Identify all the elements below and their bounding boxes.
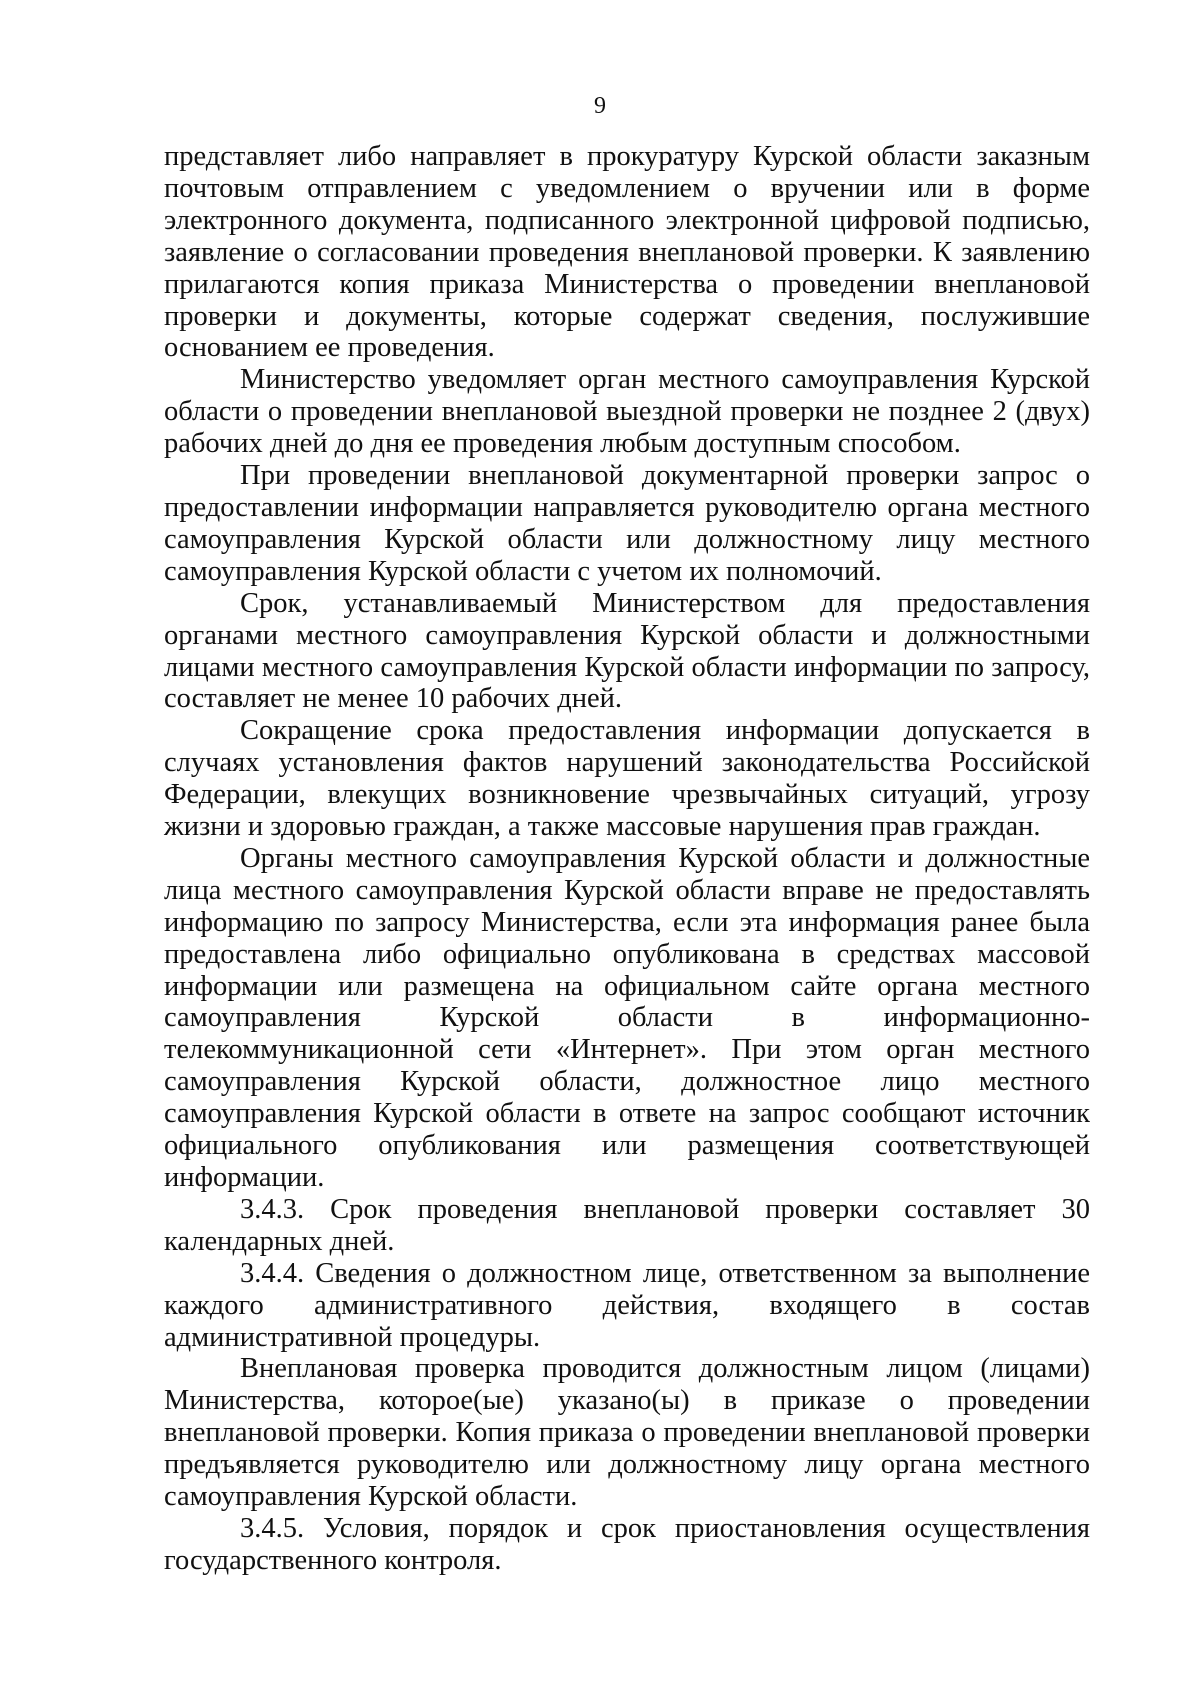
page-number: 9 [594,93,606,119]
paragraph-continuation: представляет либо направляет в прокуратуру Курской области заказным почтовым отправлением с уведомлением о вручении или в форме электронного документа, подписанного электронной цифровой подписью, заявление о согласовании проведения внеплановой проверки. К заявлению прилагаются копия приказа Министерства о проведении внеплановой проверки и документы, которые содержат сведения, послужившие основанием ее проведения. [164,141,1090,364]
document-body [164,141,1090,1577]
paragraph-term-reduction: Сокращение срока предоставления информации допускается в случаях установления фактов нарушений законодательства Российской Федерации, влекущих возникновение чрезвычайных ситуаций, угрозу жизни и здоровью граждан, а также массовые нарушения прав граждан. [164,715,1090,843]
paragraph-inspection-officials: Внеплановая проверка проводится должностным лицом (лицами) Министерства, которое(ые) указано(ы) в приказе о проведении внеплановой проверки. Копия приказа о проведении внеплановой проверки предъявляется руководителю или должностному лицу органа местного самоуправления Курской области. [164,1353,1090,1513]
paragraph-3-4-4: 3.4.4. Сведения о должностном лице, ответственном за выполнение каждого административного действия, входящего в состав административной процедуры. [164,1257,1090,1353]
paragraph-response-term: Срок, устанавливаемый Министерством для предоставления органами местного самоуправления Курской области и должностными лицами местного самоуправления Курской области информации по запросу, составляет не менее 10 рабочих дней. [164,587,1090,715]
paragraph-3-4-5: 3.4.5. Условия, порядок и срок приостановления осуществления государственного контроля. [164,1512,1090,1576]
paragraph-right-not-to-provide: Органы местного самоуправления Курской области и должностные лица местного самоуправления Курской области вправе не предоставлять информацию по запросу Министерства, если эта информация ранее была предоставлена либо официально опубликована в средствах массовой информации или размещена на официальном сайте органа местного самоуправления Курской области в информационно-телекоммуникационной сети «Интернет». При этом орган местного самоуправления Курской области, должностное лицо местного самоуправления Курской области в ответе на запрос сообщают источник официального опубликования или размещения соответствующей информации. [164,842,1090,1193]
paragraph-3-4-3: 3.4.3. Срок проведения внеплановой проверки составляет 30 календарных дней. [164,1193,1090,1257]
paragraph-documentary-inspection: При проведении внеплановой документарной проверки запрос о предоставлении информации направляется руководителю органа местного самоуправления Курской области или должностному лицу местного самоуправления Курской области с учетом их полномочий. [164,460,1090,587]
paragraph-notification: Министерство уведомляет орган местного самоуправления Курской области о проведении внеплановой выездной проверки не позднее 2 (двух) рабочих дней до дня ее проведения любым доступным способом. [164,364,1090,460]
